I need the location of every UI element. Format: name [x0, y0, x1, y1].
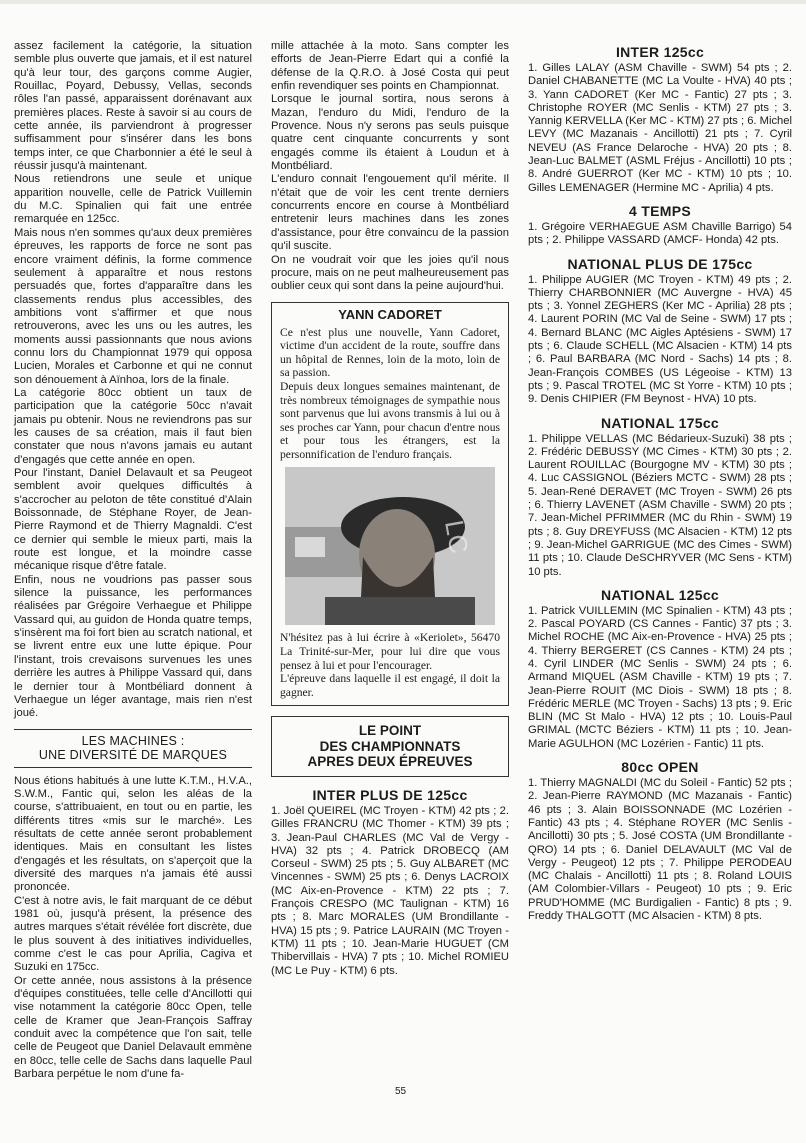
column-middle	[271, 40, 509, 986]
paragraph-80cc: La catégorie 80cc obtient un taux de participation que la catégorie 50cc n'avait jamais pu obtenir. Nous ne reviendrons pas sur les causes de sa création, mais il faut bien constater que nous n'avons jamais eu autant d'engagés que cette année en open.	[14, 386, 252, 466]
national-175-heading: NATIONAL 175cc	[600, 414, 720, 431]
paragraph-vuillemin: Nous retiendrons une seule et unique apparition nouvelle, celle de Patrick Vuillemin du M.C. Spinalien qui fait une entrée remarquée en 125cc.	[14, 173, 252, 226]
yann-paragraph-2: Depuis deux longues semaines maintenant, de très nombreux témoignages de sympathie nous sont parvenus que lui avons transmis à lui ou à ses proches car Yann, pour chacun d'entre nous et pour tous les étrangers, est la personnification de l'enduro français.	[280, 379, 500, 461]
championship-title-line3: APRES DEUX ÉPREUVES	[307, 754, 473, 770]
paragraph-quatre-temps: Enfin, nous ne voudrions pas passer sous silence la puissance, les performances réalisées par Grégoire Verhaegue et Philippe Vassard qui, au guidon de Honda quatre temps, s'insèrent ma foi fort bien au scratch national, et se livrent entre eux une lutte épique. Pour l'instant, trois crevaisons survenues les unes derrière les autres à Philippe Vassard qui, dans le dernier tour à Montbéliard donnent à Verhaegue un léger avantage, mais rien n'est joué.	[14, 573, 252, 720]
paragraph-machines-2: C'est à notre avis, le fait marquant de ce début 1981 où, jusqu'à présent, la présence des autres marques s'était révélée fort discrète, due le plus souvent à des initiatives individuelles, comme c'est le cas pour Aprilia, Cagiva et Suzuki en 175cc.	[14, 894, 252, 974]
yann-paragraph-4: L'épreuve dans laquelle il est engagé, il doit la gagner.	[280, 672, 500, 699]
page-number: 55	[395, 1086, 407, 1097]
inter-125-heading: INTER 125cc	[615, 44, 705, 60]
inter-125-results: 1. Gilles LALAY (ASM Chaville - SWM) 54 pts ; 2. Daniel CHABANETTE (MC La Voulte - HVA) 40 pts ; 3. Yann CADORET (Ker MC - Fantic) 27 pts ; 3. Christophe ROYER (MC Senlis - KTM) 27 pts ; 3. Yannig KERVELLA (Ker MC - KTM) 27 pts ; 6. Michel LEVY (MC Mazanais - Ancillotti) 21 pts ; 7. Cyril NEVEU (AS France Delaroche - HVA) 20 pts ; 8. Jean-Luc BALMET (ASML Fréjus - Ancillotti) 10 pts ; 8. André GUERROT (Ker MC - KTM) 10 pts ; 10. Gilles LEMENAGER (Hermine MC - Aprilia) 4 pts.	[528, 62, 792, 194]
paragraph-intro: assez facilement la catégorie, la situation semble plus ouverte que jamais, et il est naturel qu'à leur tour, des garçons comme Augier, Rouillac, Poyard, Debussy, Vellas, seconds rôles l'an passé, apparaissent dorénavant aux premières places. Reste à savoir si au cours de cette année, ils parviendront à progresser suffisamment pour s'insérer dans les bons temps inter, ce que Charbonnier a été le seul à réussir jusqu'à maintenant.	[14, 40, 252, 173]
page-top-edge	[0, 0, 806, 4]
column-left	[14, 40, 252, 1081]
national-plus-175-heading: NATIONAL PLUS DE 175cc	[567, 255, 753, 272]
championship-title-line2: DES CHAMPIONNATS	[319, 738, 461, 754]
four-stroke-heading: 4 TEMPS	[628, 202, 691, 219]
open-80-results: 1. Thierry MAGNALDI (MC du Soleil - Fantic) 52 pts ; 2. Jean-Pierre RAYMOND (MC Mazanais - Fantic) 46 pts ; 3. Alain BOISSONNADE (MC Lozérien - Fantic) 43 pts ; 4. Stéphane ROYER (MC Senlis - Ancillotti) 30 pts ; 5. José COSTA (UM Brondillante - QRO) 14 pts ; 6. Daniel DELAVAULT (MC Val de Vergy - Peugeot) 12 pts ; 7. Philippe PERODEAU (MC Chalais - Ancillotti) 11 pts ; 8. Roland LOUIS (AM Colombier-Villars - Peugeot) 10 pts ; 9. Eric PRUD'HOMME (MC Burdigalien - Fantic) 8 pts ; 9. Freddy THALGOTT (MC Alsacien - KTM) 8 pts.	[528, 777, 792, 923]
open-80-heading: 80cc OPEN	[621, 759, 699, 776]
paragraph-rapports-de-force: Mais nous n'en sommes qu'aux deux premières épreuves, les rapports de force ne sont pas encore vraiment définis, la forme commence seulement à apparaître et nous restons persuadés que, fortes d'apparaître dans les classements rendus plus accessibles, des ambitions vont s'affirmer et que nous retrouverons, avec les uns ou les autres, les moments aussi passionnants que nous avions connu lors du Championnat 1979 qui opposa Lucien, Morales et Carbonne et qui ne connut son dénouement à Aïnhoa, lors de la finale.	[14, 226, 252, 386]
paragraph-machines-3: Or cette année, nous assistons à la présence d'équipes constituées, telle celle d'Ancillotti qui vise notamment la catégorie 80cc Open, telle celle de Kramer que Jean-François Saffray conduit avec la compétence que l'on sait, telle celle de Peugeot que Daniel Delavault emmène en 80cc, telle celle de Sachs dans laquelle Paul Barbara perpétue le nom d'une fa-	[14, 974, 252, 1081]
inter-plus-125-results: 1. Joël QUEIREL (MC Troyen - KTM) 42 pts ; 2. Gilles FRANCRU (MC Thomer - KTM) 39 pts ; 3. Jean-Paul CHARLES (MC Val de Vergy - HVA) 32 pts ; 4. Patrick DROBECQ (AM Corseul - SWM) 25 pts ; 5. Guy ALBARET (MC Vincennes - SWM) 25 pts ; 6. Denys LACROIX (MC Aix-en-Provence - KTM) 22 pts ; 7. François CRESPO (MC Taulignan - KTM) 16 pts ; 8. Marc MORALES (UM Brondillante - HVA) 15 pts ; 9. Patrice LAURAIN (MC Troyen - KTM) 11 pts ; 10. Jean-Marie HUGUET (CM Thibervillais - HVA) 7 pts ; 10. Michel ROMIEU (MC Le Puy - KTM) 6 pts.	[271, 804, 509, 977]
machines-heading-line2: UNE DIVERSITÉ DE MARQUES	[14, 748, 252, 768]
yann-paragraph-1: Ce n'est plus une nouvelle, Yann Cadoret, victime d'un accident de la route, souffre dans un hôpital de Rennes, loin de la moto, loin de sa passion.	[280, 325, 500, 380]
column-right	[528, 44, 792, 931]
portrait-photo-icon	[285, 467, 495, 625]
national-125-results: 1. Patrick VUILLEMIN (MC Spinalien - KTM) 43 pts ; 2. Pascal POYARD (CS Cannes - Fantic) 37 pts ; 3. Michel ROCHE (MC Aix-en-Provence - HVA) 25 pts ; 4. Thierry BERGERET (CS Cannes - KTM) 24 pts ; 4. Cyril LINDER (MC Senlis - SWM) 24 pts ; 6. Armand MIQUEL (ASM Chaville - KTM) 19 pts ; 7. Jean-Pierre ROUIT (MC Diois - SWM) 18 pts ; 8. Frédéric MERLE (MC Troyen - Sachs) 13 pts ; 9. Eric BLIN (MC St Malo - HVA) 12 pts ; 10. Louis-Paul GRIMAL (MCTC Béziers - KTM) 11 pts ; 10. Jean-Marie AGULHON (MC Lozérien - Fantic) 11 pts.	[528, 604, 792, 750]
championship-box	[271, 716, 509, 777]
yann-paragraph-3: N'hésitez pas à lui écrire à «Keriolet», 56470 La Trinité-sur-Mer, pour lui dire que vous pensez à lui et pour l'encourager.	[280, 631, 500, 672]
four-stroke-results: 1. Grégoire VERHAEGUE ASM Chaville Barrigo) 54 pts ; 2. Philippe VASSARD (AMCF- Honda) 42 pts.	[528, 220, 792, 247]
paragraph-famille: mille attachée à la moto. Sans compter les efforts de Jean-Pierre Edart qui a confié la défense de la Q.R.O. à José Costa qui peut enfin revendiquer ses points en Championnat.	[271, 40, 509, 93]
paragraph-joies: On ne voudrait voir que les joies qu'il nous procure, mais on ne peut malheureusement pas oublier ceux qui sont dans la peine aujourd'hui.	[271, 253, 509, 293]
inter-plus-125-heading: INTER PLUS DE 125cc	[312, 786, 468, 803]
machines-heading-line1: LES MACHINES :	[81, 733, 185, 748]
divider	[14, 729, 252, 730]
yann-cadoret-photo	[285, 467, 495, 625]
paragraph-engouement: L'enduro connait l'engouement qu'il mérite. Il n'était que de voir les cent trente derniers concurrents encore en course à Montbéliard entretenir leurs machines dans les zones d'assistance, pour être convaincu de la passion qu'il suscite.	[271, 173, 509, 253]
national-plus-175-results: 1. Philippe AUGIER (MC Troyen - KTM) 49 pts ; 2. Thierry CHARBONNIER (MC Auvergne - HVA) 45 pts ; 3. Yonnel ZEGHERS (Ker MC - Aprilia) 28 pts ; 4. Laurent PORIN (MC Val de Seine - SWM) 17 pts ; 4. Bernard BLANC (MC Aigles Aptésiens - SWM) 17 pts ; 6. Claude SCHELL (MC Alsacien - KTM) 14 pts ; 6. Paul BARBARA (MC Nord - Sachs) 14 pts ; 8. Jean-François COMBES (US Légeoise - KTM) 13 pts ; 9. Pascal TROTEL (MC St Yorre - KTM) 10 pts ; 9. Denis CHIPIER (FM Beynost - HVA) 10 pts.	[528, 273, 792, 406]
championship-title-line1: LE POINT	[358, 723, 422, 739]
svg-text:LC: LC	[439, 518, 475, 557]
national-125-heading: NATIONAL 125cc	[600, 586, 720, 603]
paragraph-machines-1: Nous étions habitués à une lutte K.T.M., H.V.A., S.W.M., Fantic qui, selon les aléas de la course, s'attribuaient, en tout ou en partie, les différents titres «mis sur le marché». Les résultats de cette année seront probablement identiques. Mais en consultant les listes d'engagés et les résultats, on s'aperçoit que la diversité des marques n'a jamais été aussi prononcée.	[14, 774, 252, 894]
national-175-results: 1. Philippe VELLAS (MC Bédarieux-Suzuki) 38 pts ; 2. Frédéric DEBUSSY (MC Cimes - KTM) 30 pts ; 2. Laurent ROUILLAC (Bourgogne MV - KTM) 30 pts ; 4. Luc CASSIGNOL (Béziers MCTC - SWM) 28 pts ; 5. Jean-René DERAVET (MC Troyen - SWM) 26 pts ; 6. Thierry LAVENET (ASM Chaville - SWM) 20 pts ; 7. Jean-Michel PFRIMMER (MC du Rhin - SWM) 19 pts ; 8. Guy DREYFUSS (MC Alsacien - KTM) 12 pts ; 9. Jean-Michel GARRIGUE (MC des Cimes - SWM) 11 pts ; 10. Claude DeSCHRYVER (MC Sens - KTM) 10 pts.	[528, 432, 792, 578]
paragraph-delavault: Pour l'instant, Daniel Delavault et sa Peugeot semblent avoir quelques difficultés à s'accrocher au peloton de tête constitué d'Alain Boissonnade, de Stéphane Royer, de Jean-Pierre Raymond et de Thierry Magnaldi. C'est ce dernier qui semble le mieux parti, mais la route est longue, et la moindre casse mécanique risque d'être fatale.	[14, 467, 252, 573]
yann-cadoret-box	[271, 302, 509, 707]
yann-cadoret-title: YANN CADORET	[338, 306, 442, 322]
paragraph-mazan: Lorsque le journal sortira, nous serons à Mazan, l'enduro du Midi, l'enduro de la Provence. Nous n'y serons pas seuls puisque quatre cent cinquante concurrents y sont engagés comme ils étaient à Loudun et à Montbéliard.	[271, 93, 509, 173]
